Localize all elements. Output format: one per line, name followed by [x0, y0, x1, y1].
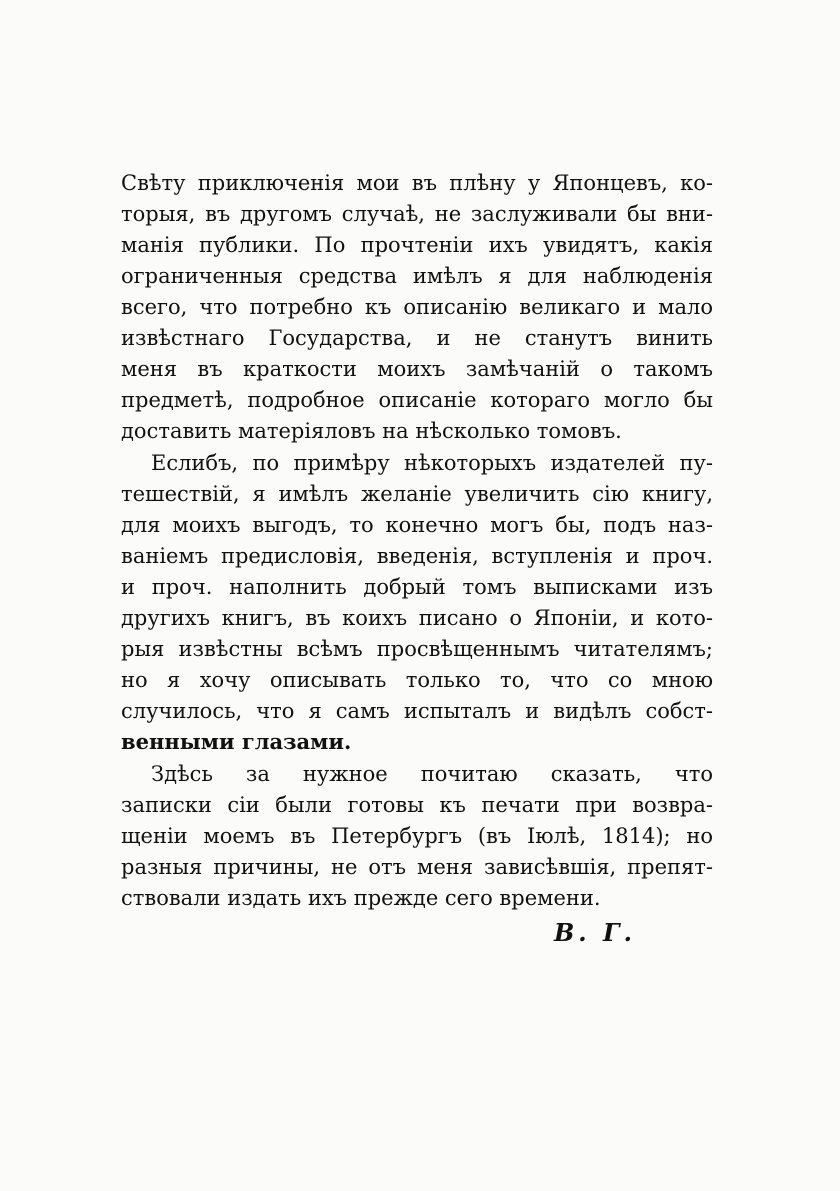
text-line: Здѣсь за нужное почитаю сказать, что — [151, 762, 713, 786]
text-line: но я хочу описывать только то, что со мною — [121, 668, 713, 692]
text-line: рыя извѣстны всѣмъ просвѣщеннымъ читателямъ; — [121, 637, 713, 661]
text-line: торыя, въ другомъ случаѣ, не заслуживали бы вни- — [121, 202, 713, 226]
text-line: Свѣту приключенія мои въ плѣну у Японцевъ, ко- — [121, 171, 713, 195]
text-line: ваніемъ предисловія, введенія, вступленія и проч. — [121, 544, 713, 568]
text-line: доставить матеріяловъ на нѣсколько томовъ. — [121, 419, 622, 443]
text-line: случилось, что я самъ испыталъ и видѣлъ собст- — [121, 699, 713, 723]
text-line: ограниченныя средства имѣлъ я для наблюденія — [121, 264, 713, 288]
text-line: щеніи моемъ въ Петербургъ (въ Іюлѣ, 1814); но — [121, 824, 713, 848]
text-line: другихъ книгъ, въ коихъ писано о Японіи, и кото- — [121, 606, 713, 630]
text-line: венными глазами. — [121, 729, 352, 754]
text-line: всего, что потребно къ описанію великаго и мало — [121, 295, 713, 319]
text-line: тешествій, я имѣлъ желаніе увеличить сію книгу, — [121, 482, 713, 506]
text-line: ствовали издать ихъ прежде сего времени. — [121, 886, 601, 910]
text-line: извѣстнаго Государства, и не станутъ винить — [121, 326, 713, 350]
text-line: меня въ краткости моихъ замѣчаній о такомъ — [121, 357, 713, 381]
text-line: разныя причины, не отъ меня зависѣвшія, препят- — [121, 855, 713, 879]
text-line: Еслибъ, по примѣру нѣкоторыхъ издателей пу- — [151, 451, 713, 475]
text-line: манія публики. По прочтеніи ихъ увидятъ, какія — [121, 233, 713, 257]
signature: В. Г. — [554, 918, 636, 947]
text-line: предметѣ, подробное описаніе котораго могло бы — [121, 388, 713, 412]
text-line: для моихъ выгодъ, то конечно могъ бы, подъ наз- — [121, 513, 713, 537]
text-line: и проч. наполнить добрый томъ выписками изъ — [121, 575, 713, 599]
text-line: записки сіи были готовы къ печати при возвра- — [121, 793, 713, 817]
